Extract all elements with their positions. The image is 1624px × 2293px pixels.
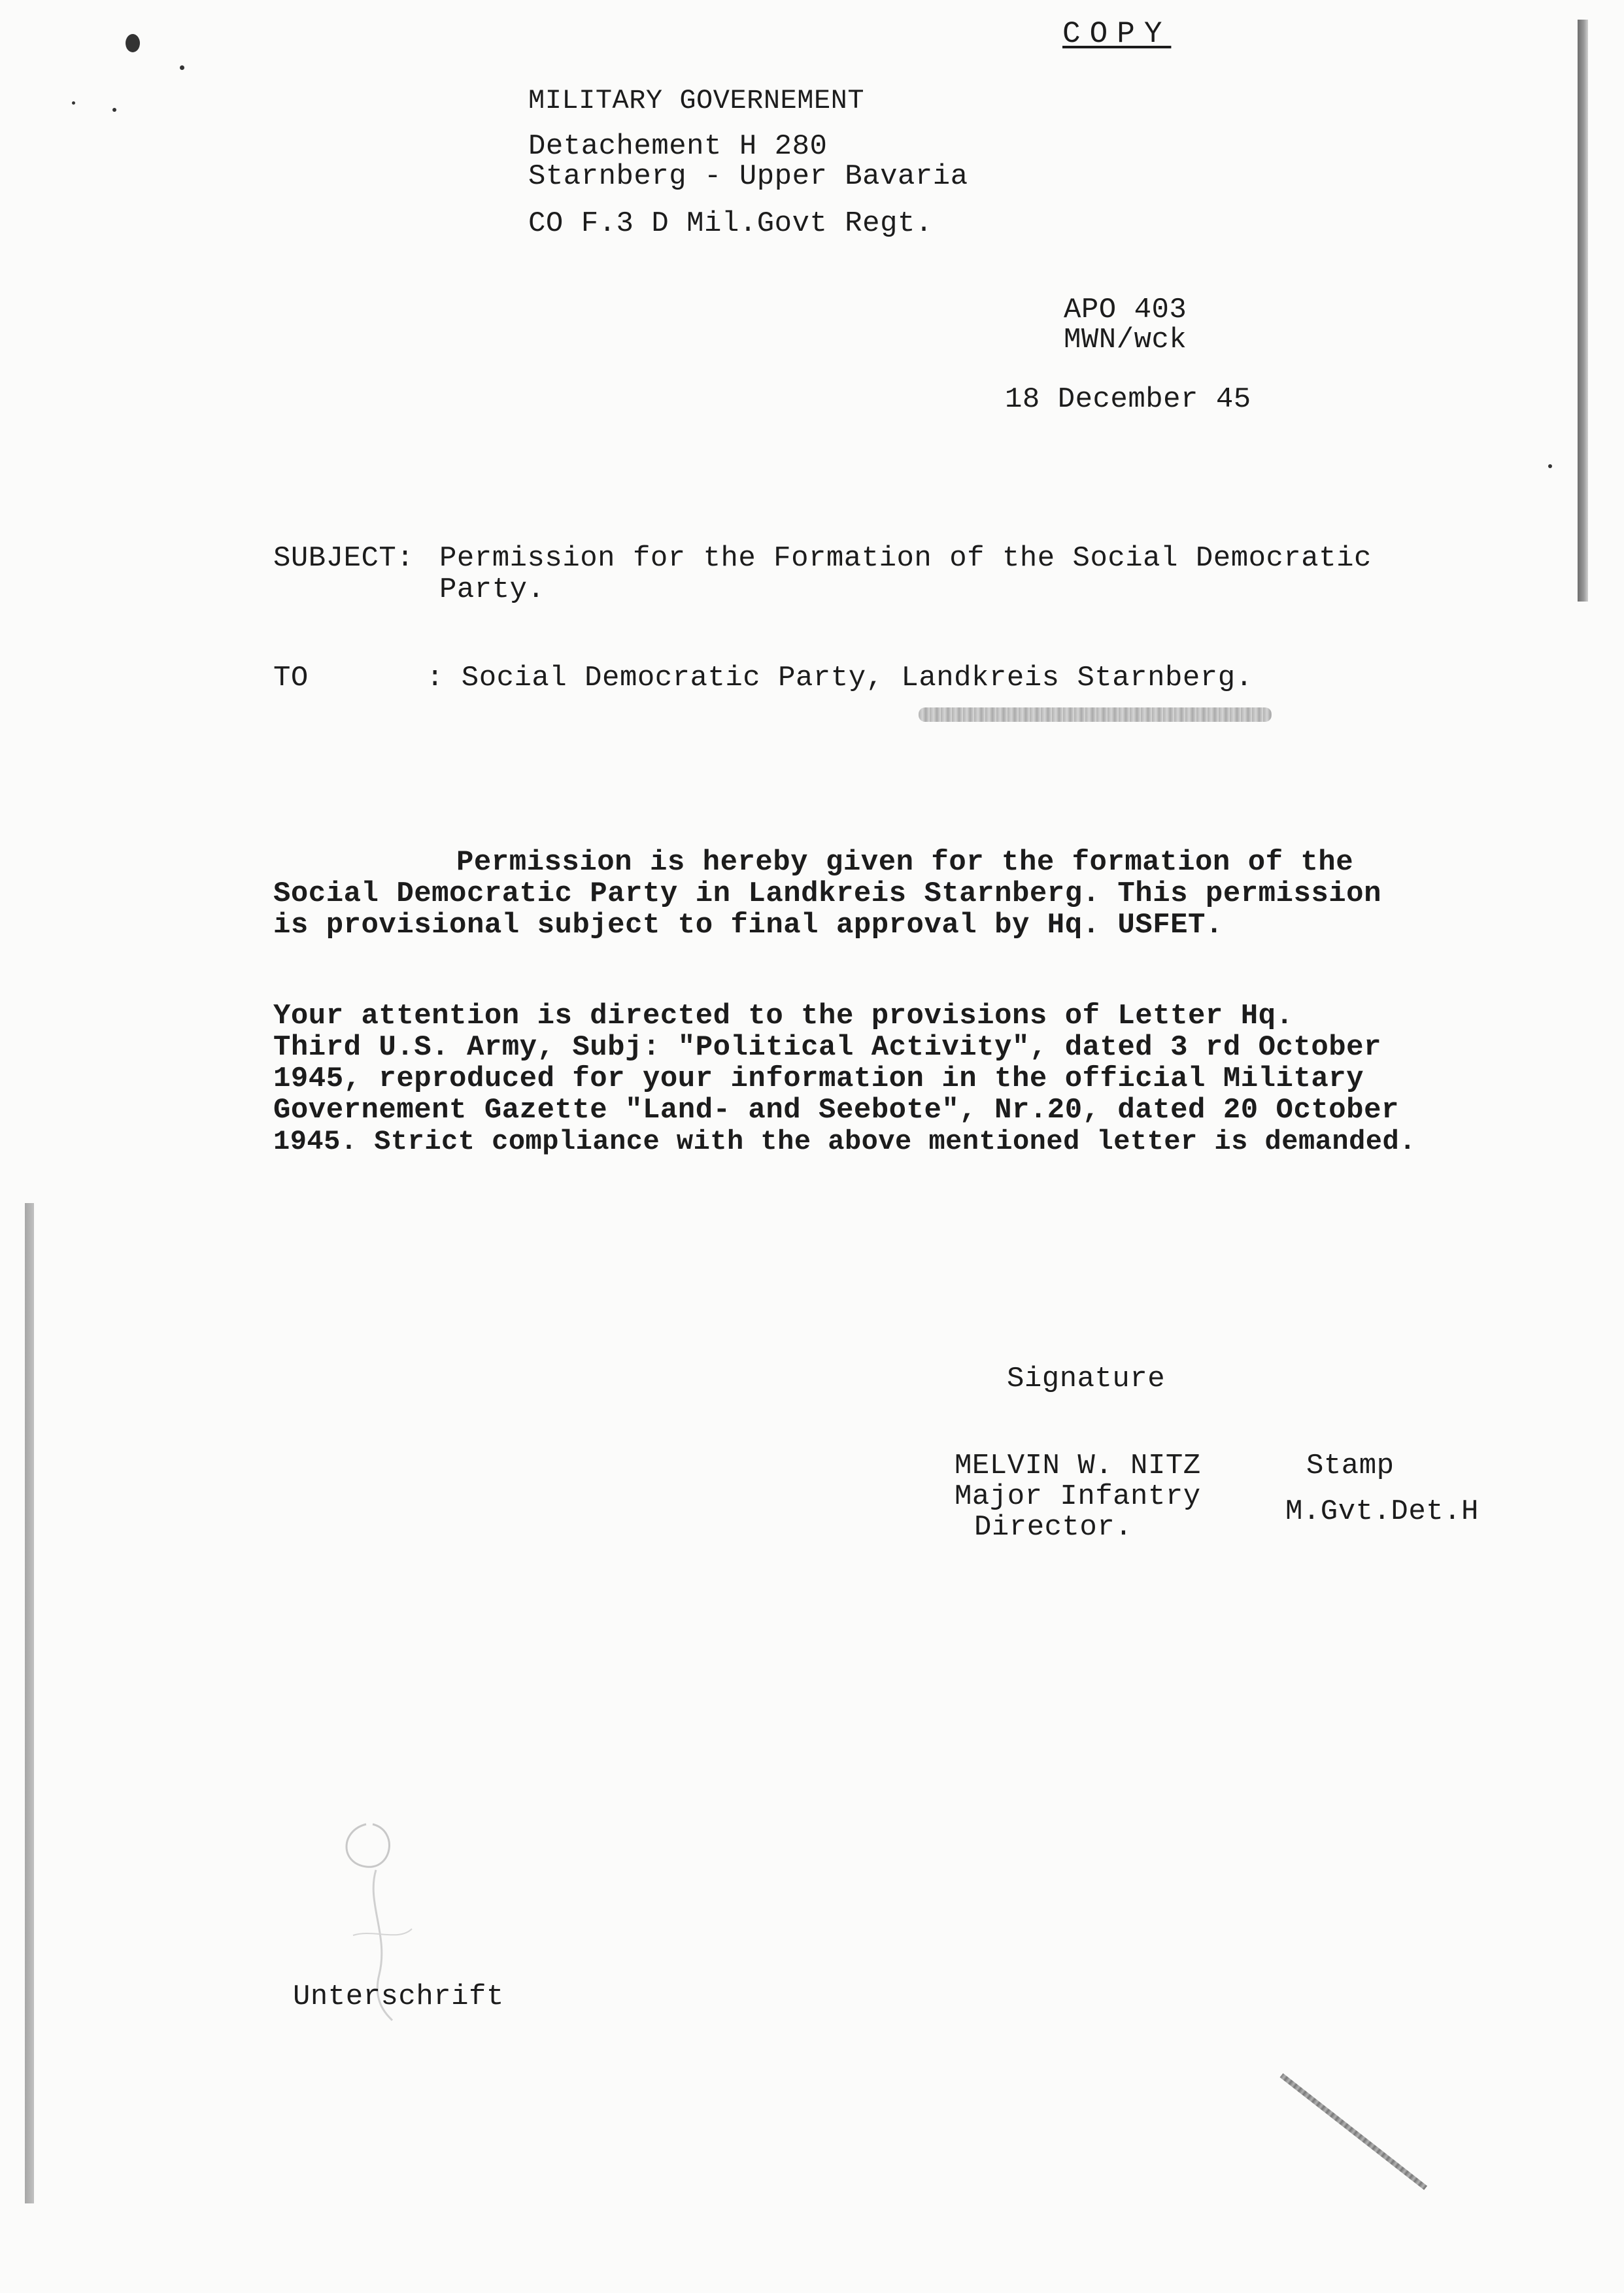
stamp-value: M.Gvt.Det.H [1285, 1495, 1479, 1528]
subject-line-2: Party. [439, 573, 545, 606]
body-paragraph-2-line: 1945. Strict compliance with the above mentioned letter is demanded. [273, 1126, 1416, 1157]
to-value: : Social Democratic Party, Landkreis Starnberg. [426, 662, 1253, 694]
header-detachment: Detachement H 280 [528, 130, 828, 163]
body-paragraph-1-line: Permission is hereby given for the formation of the [456, 846, 1354, 879]
body-paragraph-1-line: is provisional subject to final approval by Hq. USFET. [273, 909, 1223, 942]
to-label: TO [273, 662, 309, 694]
ink-speck [126, 34, 140, 52]
subject-label: SUBJECT: [273, 542, 414, 575]
header-location: Starnberg - Upper Bavaria [528, 160, 968, 193]
header-regiment: CO F.3 D Mil.Govt Regt. [528, 207, 933, 240]
ink-speck [1548, 464, 1552, 468]
signatory-name: MELVIN W. NITZ [955, 1450, 1201, 1482]
body-paragraph-2-line: Governement Gazette "Land- and Seebote", Nr.20, dated 20 October [273, 1094, 1399, 1127]
body-paragraph-1-line: Social Democratic Party in Landkreis Starnberg. This permission [273, 877, 1381, 910]
underline-smudge [919, 707, 1272, 722]
stamp-label: Stamp [1306, 1450, 1395, 1482]
header-org: MILITARY GOVERNEMENT [528, 85, 865, 116]
subject-line-1: Permission for the Formation of the Social Democratic [439, 542, 1372, 575]
apo-number: APO 403 [1064, 294, 1187, 326]
signatory-title: Director. [974, 1511, 1133, 1544]
letter-date: 18 December 45 [1005, 383, 1251, 416]
signature-label: Signature [1007, 1363, 1166, 1395]
signatory-rank: Major Infantry [955, 1480, 1201, 1513]
body-paragraph-2-line: 1945, reproduced for your information in the official Military [273, 1062, 1364, 1095]
body-paragraph-2-line: Third U.S. Army, Subj: "Political Activity", dated 3 rd October [273, 1031, 1381, 1064]
reference-initials: MWN/wck [1064, 324, 1187, 356]
body-paragraph-2-line: Your attention is directed to the provisions of Letter Hq. [273, 1000, 1294, 1032]
scan-scratch-mark [1280, 2073, 1428, 2190]
ink-speck [72, 101, 75, 105]
copy-mark: COPY [1062, 17, 1172, 51]
scan-edge-shadow-left [25, 1203, 34, 2203]
unterschrift-label: Unterschrift [293, 1980, 504, 2013]
ink-speck [180, 65, 184, 70]
scan-edge-shadow-right [1578, 20, 1588, 602]
ink-speck [112, 108, 116, 112]
